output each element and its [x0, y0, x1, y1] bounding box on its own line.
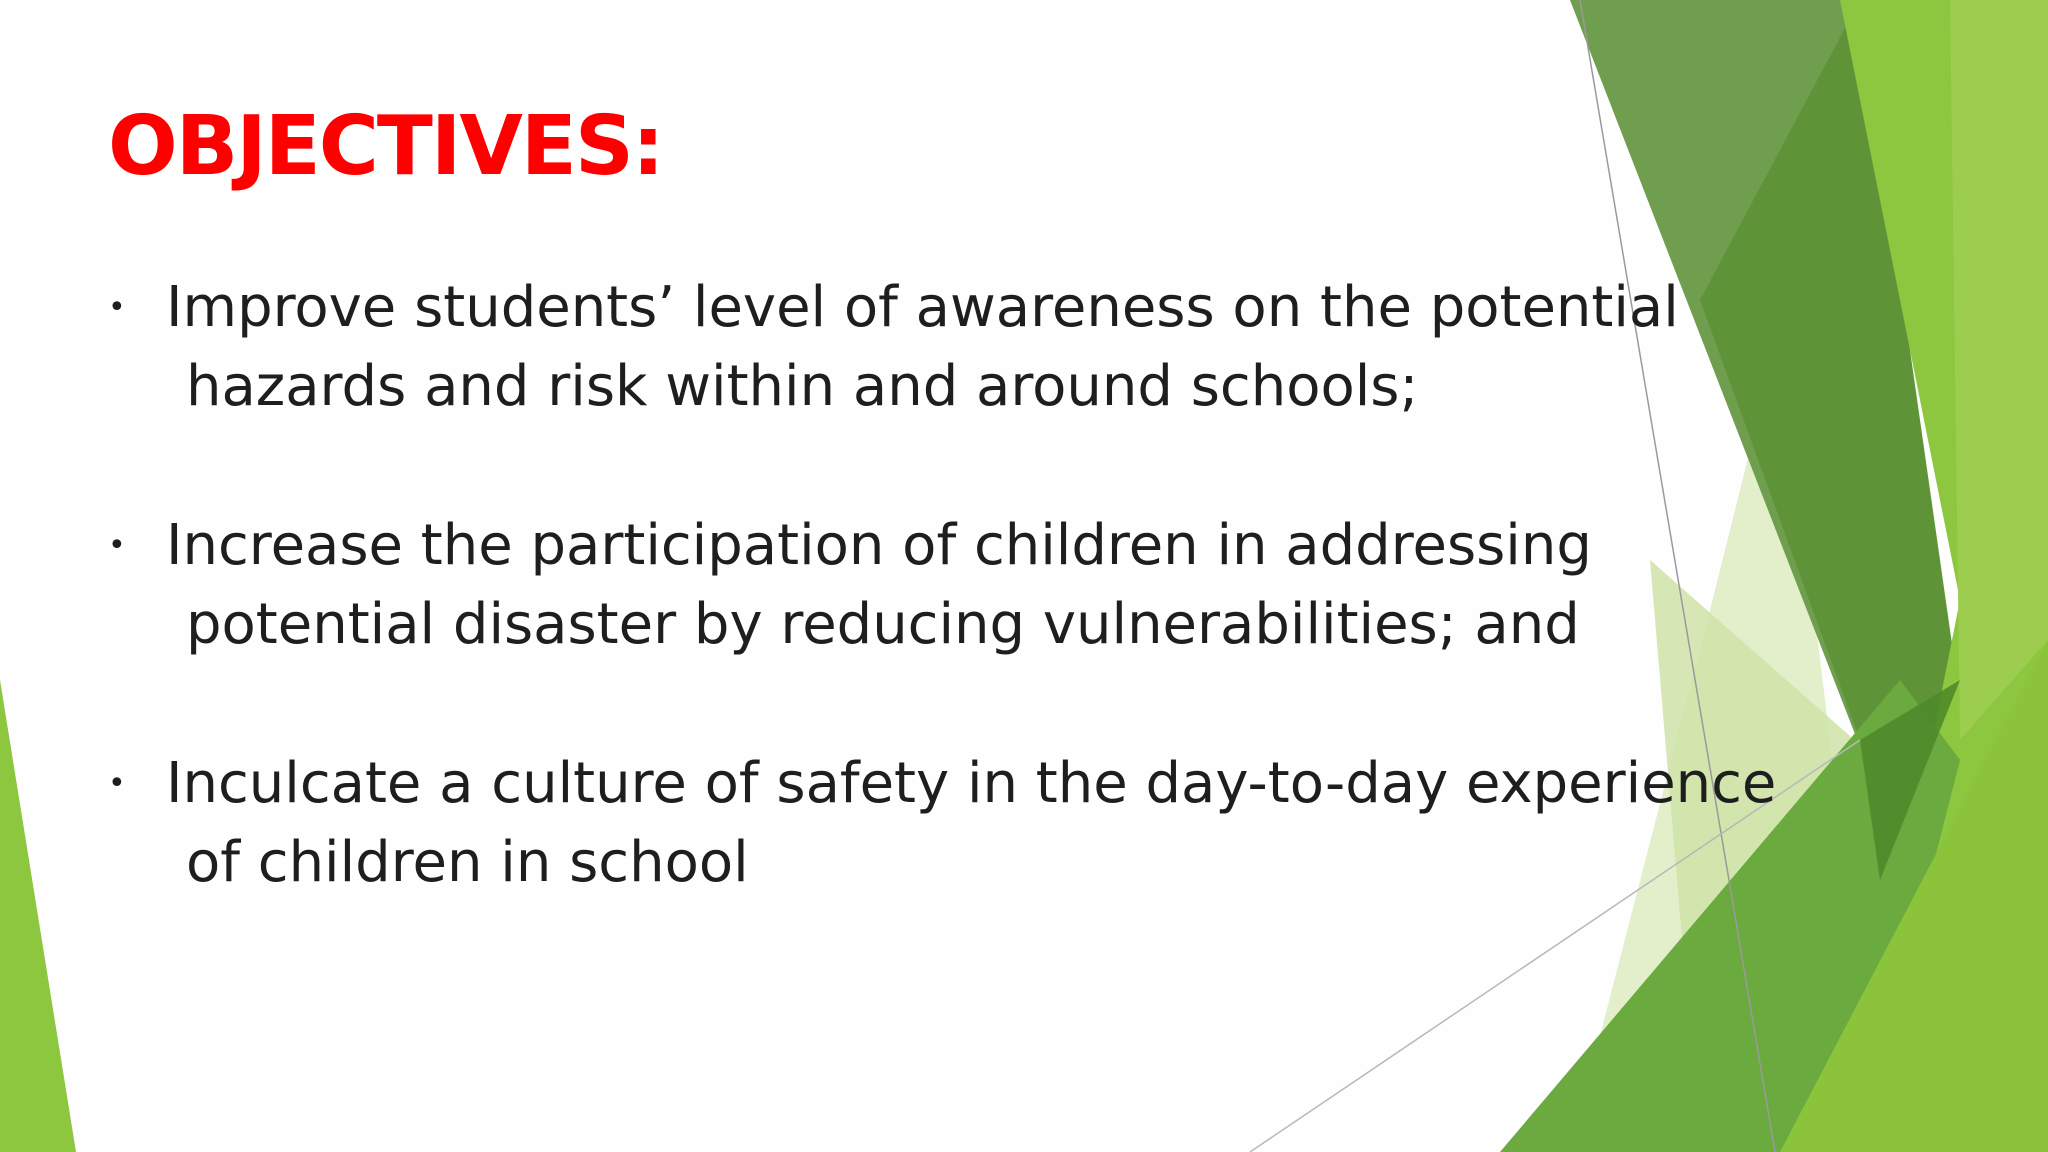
objective-2-line-2: potential disaster by reducing vulnerabilities; and	[186, 592, 1580, 657]
objectives-list	[108, 268, 1808, 982]
objective-3-line-1: Inculcate a culture of safety in the day-to-day experience	[166, 751, 1777, 816]
objective-1-line-1: Improve students’ level of awareness on the potential	[166, 275, 1679, 340]
objective-item-1	[108, 268, 1808, 426]
objective-item-2	[108, 506, 1808, 664]
objective-2-line-1: Increase the participation of children in addressing	[166, 513, 1592, 578]
objective-3-line-2: of children in school	[186, 830, 749, 895]
objective-1-line-2: hazards and risk within and around schools;	[186, 354, 1419, 419]
bullet-icon: •	[108, 528, 126, 563]
objective-item-3	[108, 744, 1808, 902]
bullet-icon: •	[108, 766, 126, 801]
slide-title: OBJECTIVES:	[108, 99, 663, 194]
left-green-sliver	[0, 680, 76, 1152]
bullet-icon: •	[108, 290, 126, 325]
facet-light-right-2	[1950, 0, 2048, 740]
